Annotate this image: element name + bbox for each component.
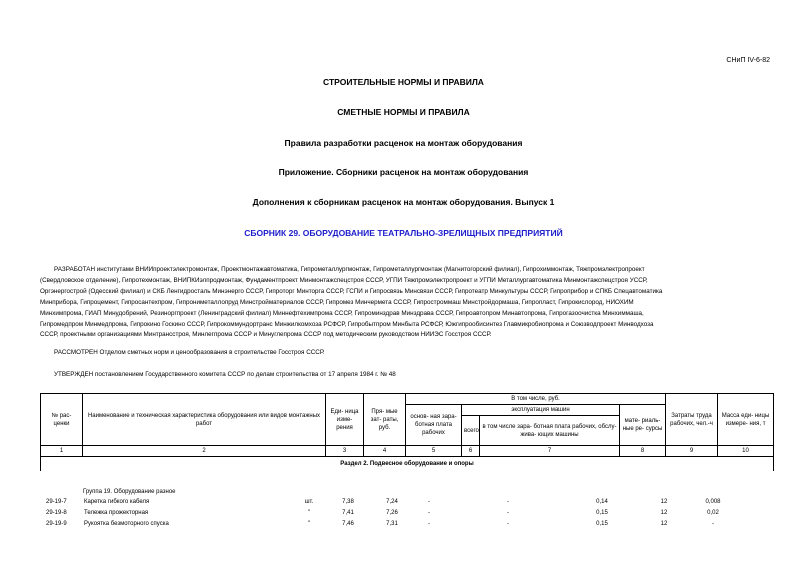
header-labor: Затраты труда рабочих, чел.-ч (666, 394, 718, 446)
collection-title: СБОРНИК 29. ОБОРУДОВАНИЕ ТЕАТРАЛЬНО-ЗРЕЛИЩНЫХ ПРЕДПРИЯТИЙ (244, 228, 563, 238)
wage: 7,26 (386, 510, 398, 516)
header-wage: основ- ная зара- ботная плата рабочих (406, 405, 462, 446)
direct-costs: 7,38 (342, 499, 354, 505)
machines-total: - (428, 510, 430, 516)
developed-paragraph (40, 265, 770, 341)
header-including: В том числе, руб. (406, 394, 666, 405)
materials: 0,15 (596, 510, 608, 516)
rate-number: 29-19-8 (46, 510, 67, 516)
unit: " (307, 510, 311, 516)
labor: 12 (660, 499, 668, 505)
column-number: 7 (480, 446, 620, 457)
rate-number: 29-19-7 (46, 499, 67, 505)
column-number: 9 (666, 446, 718, 457)
developed-line: (Свердловское отделение), Гипротехмонтаж, ВНИПКИэлпродмонтаж, Фундаментпроект Минмонтажспецстроя СССР, УГПИ Тяжпромэлектропроект и УГПИ Металлургавтоматика Минмонтажспецстроя УССР, (40, 276, 648, 284)
machines-total: - (428, 521, 430, 527)
column-number: 4 (364, 446, 406, 457)
header-direct-costs: Пря- мые зат- раты, руб. (364, 394, 406, 446)
header-materials: мате- риаль- ные ре- сурсы (620, 405, 666, 446)
heading-1: СТРОИТЕЛЬНЫЕ НОРМЫ И ПРАВИЛА (323, 77, 484, 87)
header-name: Наименование и техническая характеристика оборудования или видов монтажных работ (83, 394, 326, 446)
machines-total: - (428, 499, 430, 505)
unit: шт. (304, 499, 314, 505)
developed-line: Минприбора, Гипроцемент, Гипросантехпром, Гипрониметаллопруд Минстройматериалов СССР, Гипромез Минчермета СССР, Гипростроммаш Минстройдормаша, Гипропласт, Гипрокислород, НИОХИМ (40, 298, 634, 306)
approved-paragraph: УТВЕРЖДЕН постановлением Государственного комитета СССР по делам строительства от 17 апреля 1984 г. № 48 (54, 371, 396, 378)
item-name: Каретка гибкого кабеля (84, 499, 150, 505)
unit: " (307, 521, 311, 527)
direct-costs: 7,41 (342, 510, 354, 516)
heading-3: Правила разработки расценок на монтаж оборудования (284, 138, 523, 148)
column-number: 6 (462, 446, 480, 457)
column-number: 10 (718, 446, 774, 457)
developed-line: СССР, проектными организациями Минтрансстроя, Минлегпрома СССР и Минуглепрома СССР под методическим руководством НИИЭС Госстроя СССР. (40, 331, 492, 339)
direct-costs: 7,46 (342, 521, 354, 527)
mass: 0,02 (707, 510, 719, 516)
header-num: № рас- ценки (41, 394, 83, 446)
wage: 7,31 (386, 521, 398, 527)
rates-table (40, 393, 774, 471)
reviewed-paragraph: РАССМОТРЕН Отделом сметных норм и ценообразования в строительстве Госстроя СССР. (54, 349, 325, 356)
column-number: 1 (41, 446, 83, 457)
column-number: 8 (620, 446, 666, 457)
mass: - (712, 521, 714, 527)
table-row (40, 499, 773, 509)
header-unit: Еди- ница изме- рения (326, 394, 364, 446)
header-machines: эксплуатация машин (462, 405, 620, 416)
materials: 0,14 (596, 499, 608, 505)
machines-wage: - (507, 521, 509, 527)
header-machines-total: всего (462, 416, 480, 446)
developed-line: РАЗРАБОТАН институтами ВНИИпроектэлектромонтаж, Проектмонтажавтоматика, Гипрометаллургмонтаж, Гипрометаллургмонтаж (Магнитогорский филиал), Гипрохиммонтаж, Тяжпромэлектропроект (54, 266, 645, 273)
column-numbers-row (41, 446, 774, 457)
materials: 0,15 (596, 521, 608, 527)
table-row (40, 521, 773, 531)
machines-wage: - (507, 510, 509, 516)
mass: 0,008 (705, 499, 721, 505)
heading-2: СМЕТНЫЕ НОРМЫ И ПРАВИЛА (337, 107, 470, 117)
labor: 12 (660, 521, 668, 527)
machines-wage: - (507, 499, 509, 505)
header-machines-wage: в том числе зара- ботная плата рабочих, обслу- жива- ющих машины (480, 416, 620, 446)
header-mass: Масса еди- ницы измере- ния, т (718, 394, 774, 446)
column-number: 3 (326, 446, 364, 457)
developed-line: Оргэнергострой (Одесский филиал) и СКБ Ленгидросталь Минэнерго СССР, Гипроторг Минторга СССР, ГСПИ и Гипросвязь Минсвязи СССР, Гипротеатр Минкультуры СССР, Гипроприбор и СПКБ Спецавтоматика (40, 287, 663, 295)
column-number: 5 (406, 446, 462, 457)
heading-4: Приложение. Сборники расценок на монтаж оборудования (278, 167, 529, 177)
item-name: Рукоятка безмоторного спуска (84, 521, 169, 527)
labor: 12 (660, 510, 668, 516)
table-row (40, 510, 773, 520)
item-name: Тележка прожекторная (84, 510, 149, 516)
developed-line: Гипромедпром Минмедпрома, Гипрокино Госкино СССР, Гипрокоммундортранс Минжилкомхоза РСФСР, Гипробытпром Минбыта РСФСР, Южгипрообисинтез Главмикробиопрома и Союзводпроект Минводхоза (40, 320, 654, 328)
column-number: 2 (83, 446, 326, 457)
rate-number: 29-19-9 (46, 521, 67, 527)
wage: 7,24 (386, 499, 398, 505)
group-title: Группа 19. Оборудование разное (83, 489, 176, 495)
document-code: СНиП IV-6-82 (726, 57, 770, 64)
developed-line: Минхимпрома, ГИАП Минудобрений, Резиноргпроект (Ленинградский филиал) Миннефтехимпрома СССР, Гипроминздрав Минздрава СССР, Гипроавтопром Минавтопрома, Гипрогазоочистка Минхиммаша, (40, 309, 644, 317)
heading-5: Дополнения к сборникам расценок на монтаж оборудования. Выпуск 1 (252, 197, 555, 207)
section-title: Раздел 2. Подвесное оборудование и опоры (41, 457, 774, 471)
